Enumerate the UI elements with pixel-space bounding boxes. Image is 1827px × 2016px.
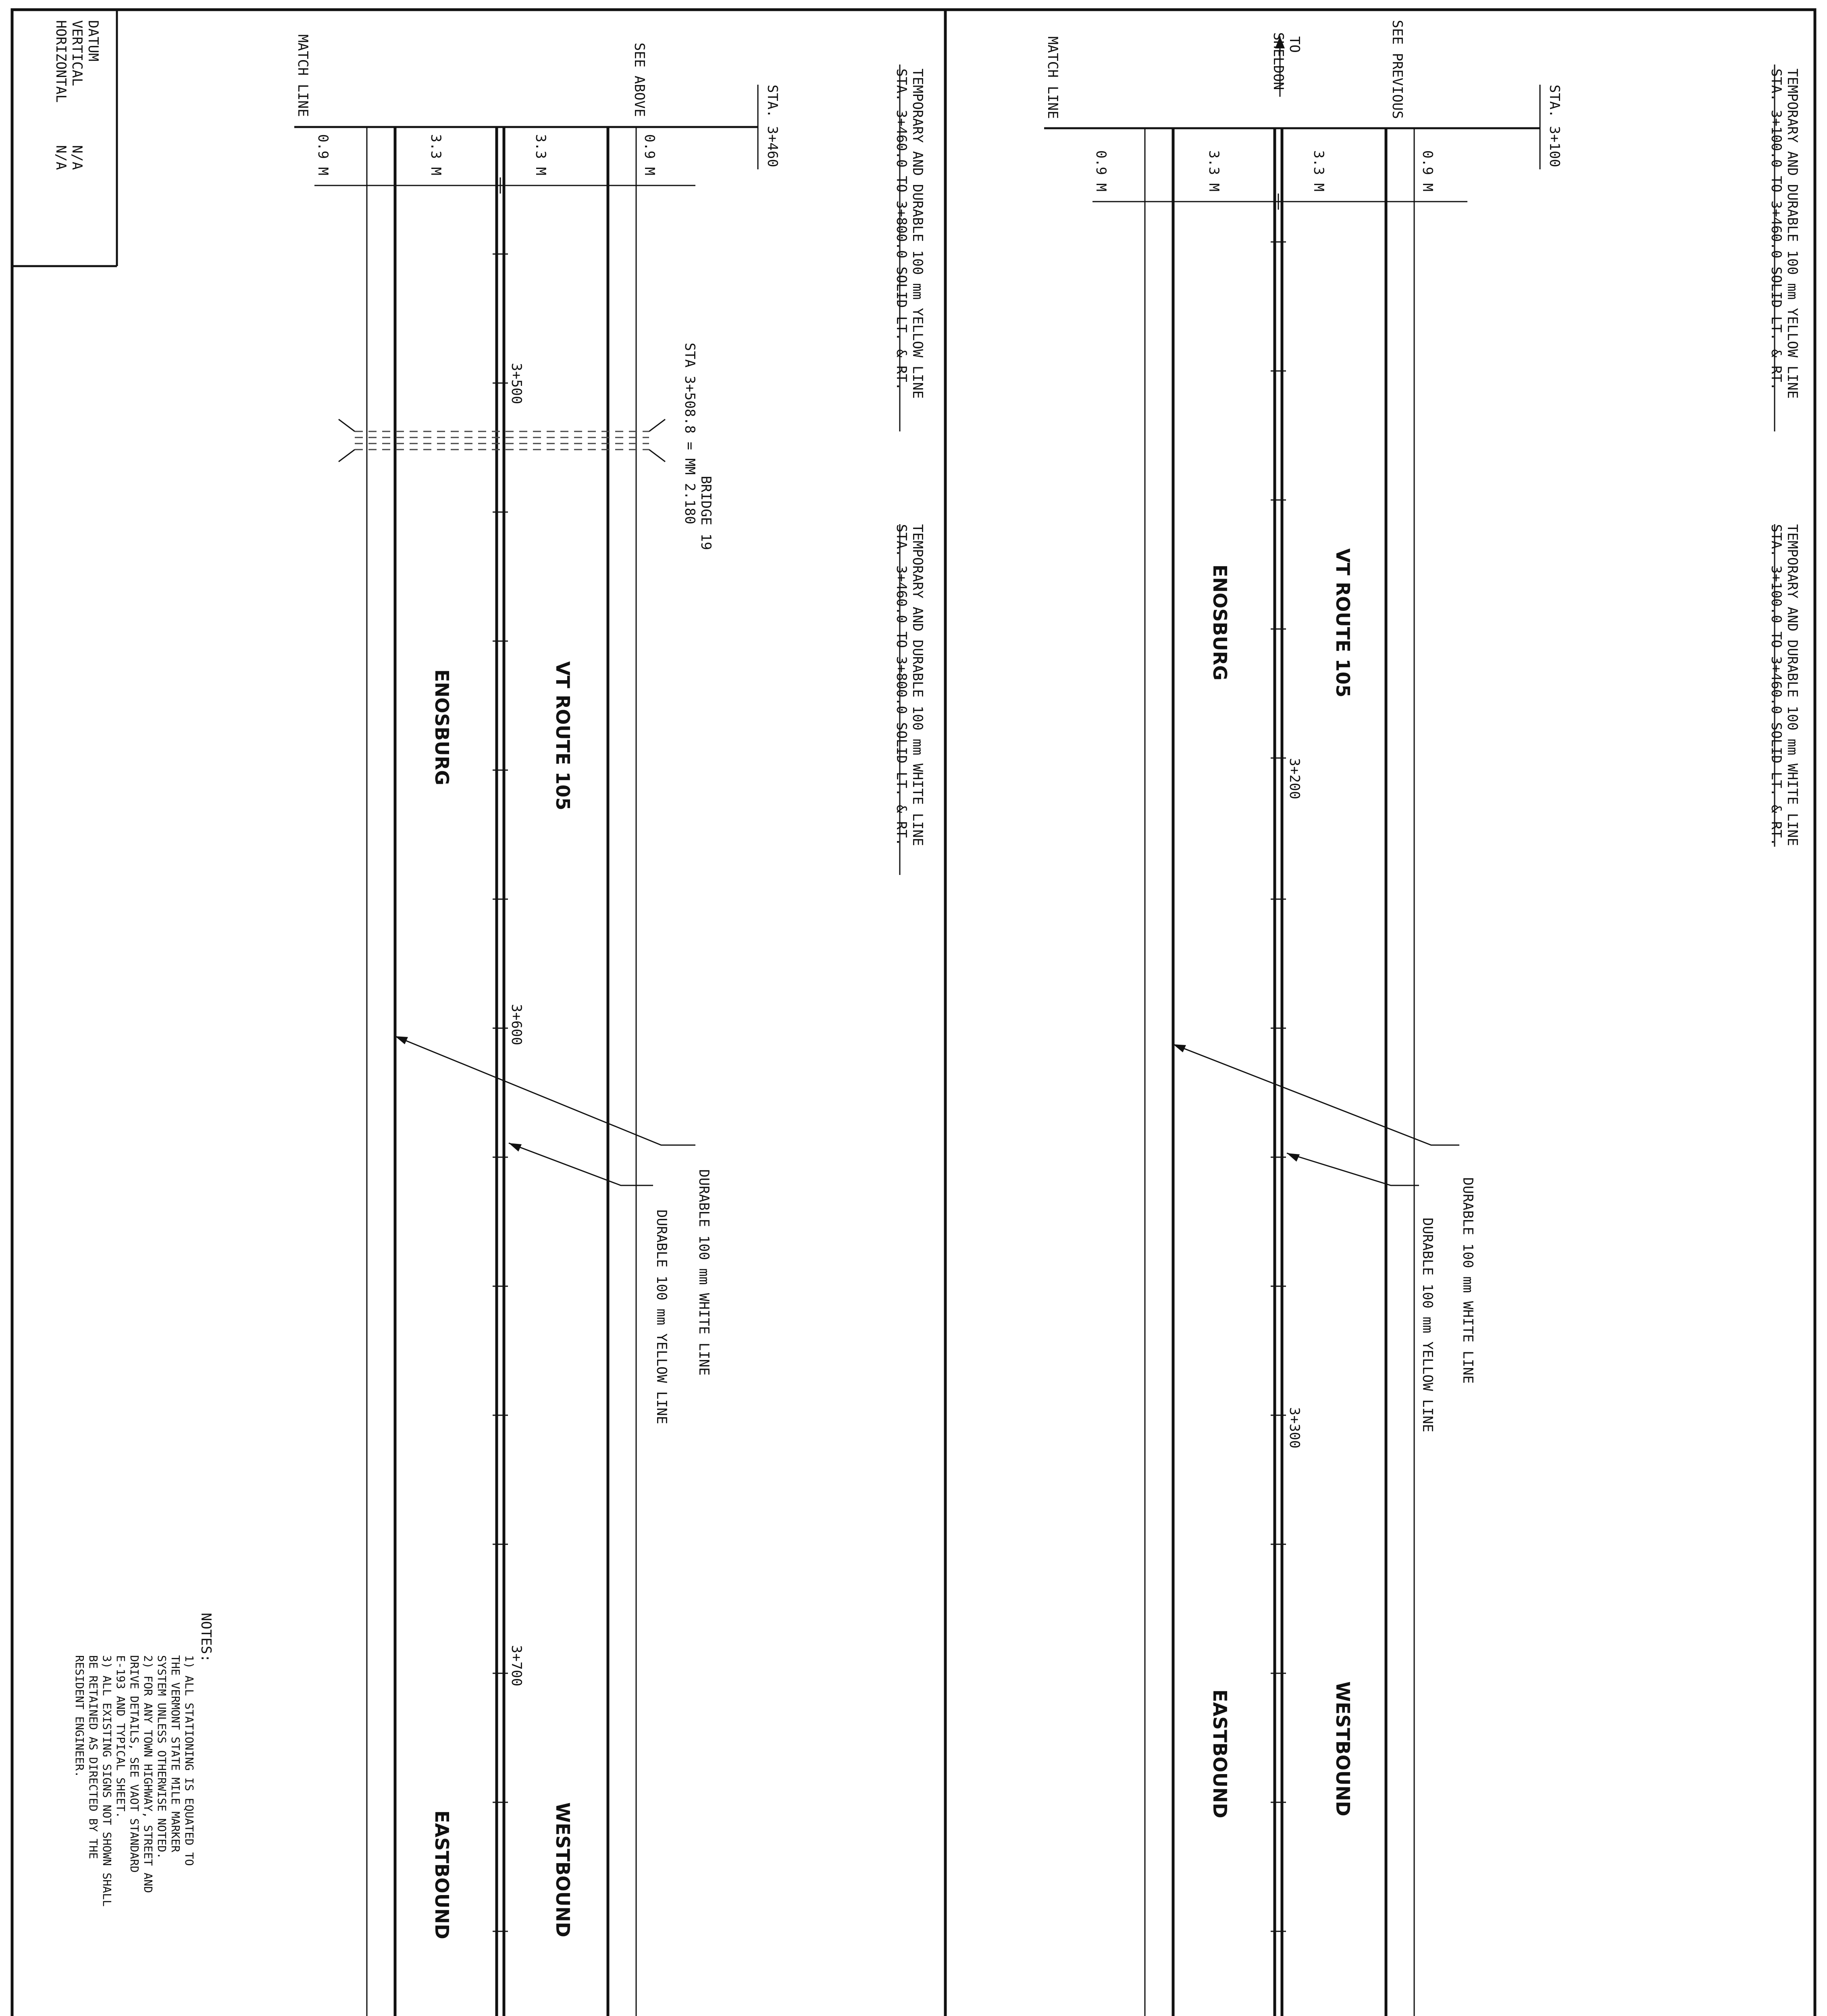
left-eastbound: EASTBOUND [431, 1810, 453, 1939]
right-dim-top: 3.3 M [1206, 150, 1222, 192]
datum-horizontal-value: N/A [53, 145, 69, 170]
note-line: THE VERMONT STATE MILE MARKER [169, 1655, 182, 1852]
left-white-line-spec: STA. 3+460.0 TO 3+800.0 SOLID LT. & RT. [893, 524, 909, 846]
left-yellow-line-spec: TEMPORARY AND DURABLE 100 mm YELLOW LINE [909, 69, 926, 399]
right-station-ticks [1271, 242, 1286, 2016]
sheet-text-layer [53, 20, 1800, 2016]
right-route-name: VT ROUTE 105 [1332, 548, 1354, 698]
right-dim-top: 0.9 M [1419, 150, 1436, 192]
right-callout-white-line: DURABLE 100 mm WHITE LINE [1460, 1177, 1476, 1384]
left-station-label: 3+700 [508, 1645, 524, 1687]
right-westbound: WESTBOUND [1332, 1681, 1354, 1816]
left-callout-white-line: DURABLE 100 mm WHITE LINE [696, 1169, 712, 1376]
note-line: E-193 AND TYPICAL SHEET. [114, 1655, 127, 1818]
left-see-above: SEE ABOVE [631, 42, 647, 117]
datum-vertical-value: N/A [69, 145, 85, 170]
left-callout-yellow-line: DURABLE 100 mm YELLOW LINE [653, 1210, 670, 1425]
right-dimension-top [1092, 194, 1467, 210]
note-line: DRIVE DETAILS, SEE VAOT STANDARD [128, 1655, 141, 1873]
note-line: BE RETAINED AS DIRECTED BY THE [87, 1655, 100, 1859]
left-sta-start: STA. 3+460 [764, 85, 780, 167]
left-yellow-line-spec: STA. 3+460.0 TO 3+800.0 SOLID LT. & RT. [893, 69, 909, 391]
left-station-label: 3+500 [508, 363, 524, 404]
left-bridge-outline [339, 419, 665, 462]
right-match-line-top: MATCH LINE [1045, 36, 1061, 119]
left-panel [294, 65, 900, 2016]
left-dim-top: 3.3 M [428, 134, 444, 175]
left-westbound: WESTBOUND [552, 1802, 574, 1937]
right-callout-leaders [1173, 1044, 1459, 1185]
left-dim-top: 0.9 M [641, 134, 658, 175]
right-dim-top: 3.3 M [1311, 150, 1327, 192]
left-white-line-spec: TEMPORARY AND DURABLE 100 mm WHITE LINE [909, 524, 926, 846]
right-panel [1044, 36, 1775, 2016]
right-direction: SHELDON [1270, 32, 1286, 90]
left-station-ticks [493, 254, 508, 2016]
datum-horizontal-label: HORIZONTAL [53, 20, 69, 103]
right-direction: TO [1286, 36, 1303, 53]
right-eastbound: EASTBOUND [1209, 1689, 1231, 1818]
right-white-line-spec: STA. 3+100.0 TO 3+460.0 SOLID LT. & RT. [1768, 524, 1784, 846]
left-callout-leaders [395, 1036, 695, 1185]
right-callout-yellow-line: DURABLE 100 mm YELLOW LINE [1419, 1218, 1436, 1433]
right-yellow-line-spec: STA. 3+100.0 TO 3+460.0 SOLID LT. & RT. [1768, 69, 1784, 391]
left-route-name: VT ROUTE 105 [552, 661, 574, 810]
right-station-label: 3+300 [1286, 1407, 1303, 1449]
datum-vertical-label: VERTICAL [69, 20, 85, 86]
note-line: 2) FOR ANY TOWN HIGHWAY, STREET AND [141, 1655, 155, 1893]
right-yellow-line-spec: TEMPORARY AND DURABLE 100 mm YELLOW LINE [1784, 69, 1800, 399]
right-see-previous: SEE PREVIOUS [1389, 20, 1405, 119]
right-town-name: ENOSBURG [1209, 564, 1231, 681]
left-dim-top: 3.3 M [533, 134, 549, 175]
right-dim-top: 0.9 M [1093, 150, 1109, 192]
left-station-label: 3+600 [508, 1004, 524, 1045]
left-bridge-label: BRIDGE 19 [698, 476, 714, 550]
note-line: 3) ALL EXISTING SIGNS NOT SHOWN SHALL [100, 1655, 114, 1907]
right-sta-start: STA. 3+100 [1546, 85, 1563, 167]
note-line: 1) ALL STATIONING IS EQUATED TO [183, 1655, 196, 1866]
left-town-name: ENOSBURG [431, 669, 453, 785]
datum-title: DATUM [85, 20, 101, 62]
left-dim-top: 0.9 M [315, 134, 331, 175]
note-line: RESIDENT ENGINEER. [73, 1655, 86, 1778]
right-station-label: 3+200 [1286, 758, 1303, 800]
right-white-line-spec: TEMPORARY AND DURABLE 100 mm WHITE LINE [1784, 524, 1800, 846]
note-line: SYSTEM UNLESS OTHERWISE NOTED. [155, 1655, 169, 1859]
left-match-line-top: MATCH LINE [295, 34, 311, 117]
notes-head: NOTES: [198, 1613, 214, 1662]
left-bridge-station: STA 3+508.8 = MM 2.180 [682, 343, 698, 525]
